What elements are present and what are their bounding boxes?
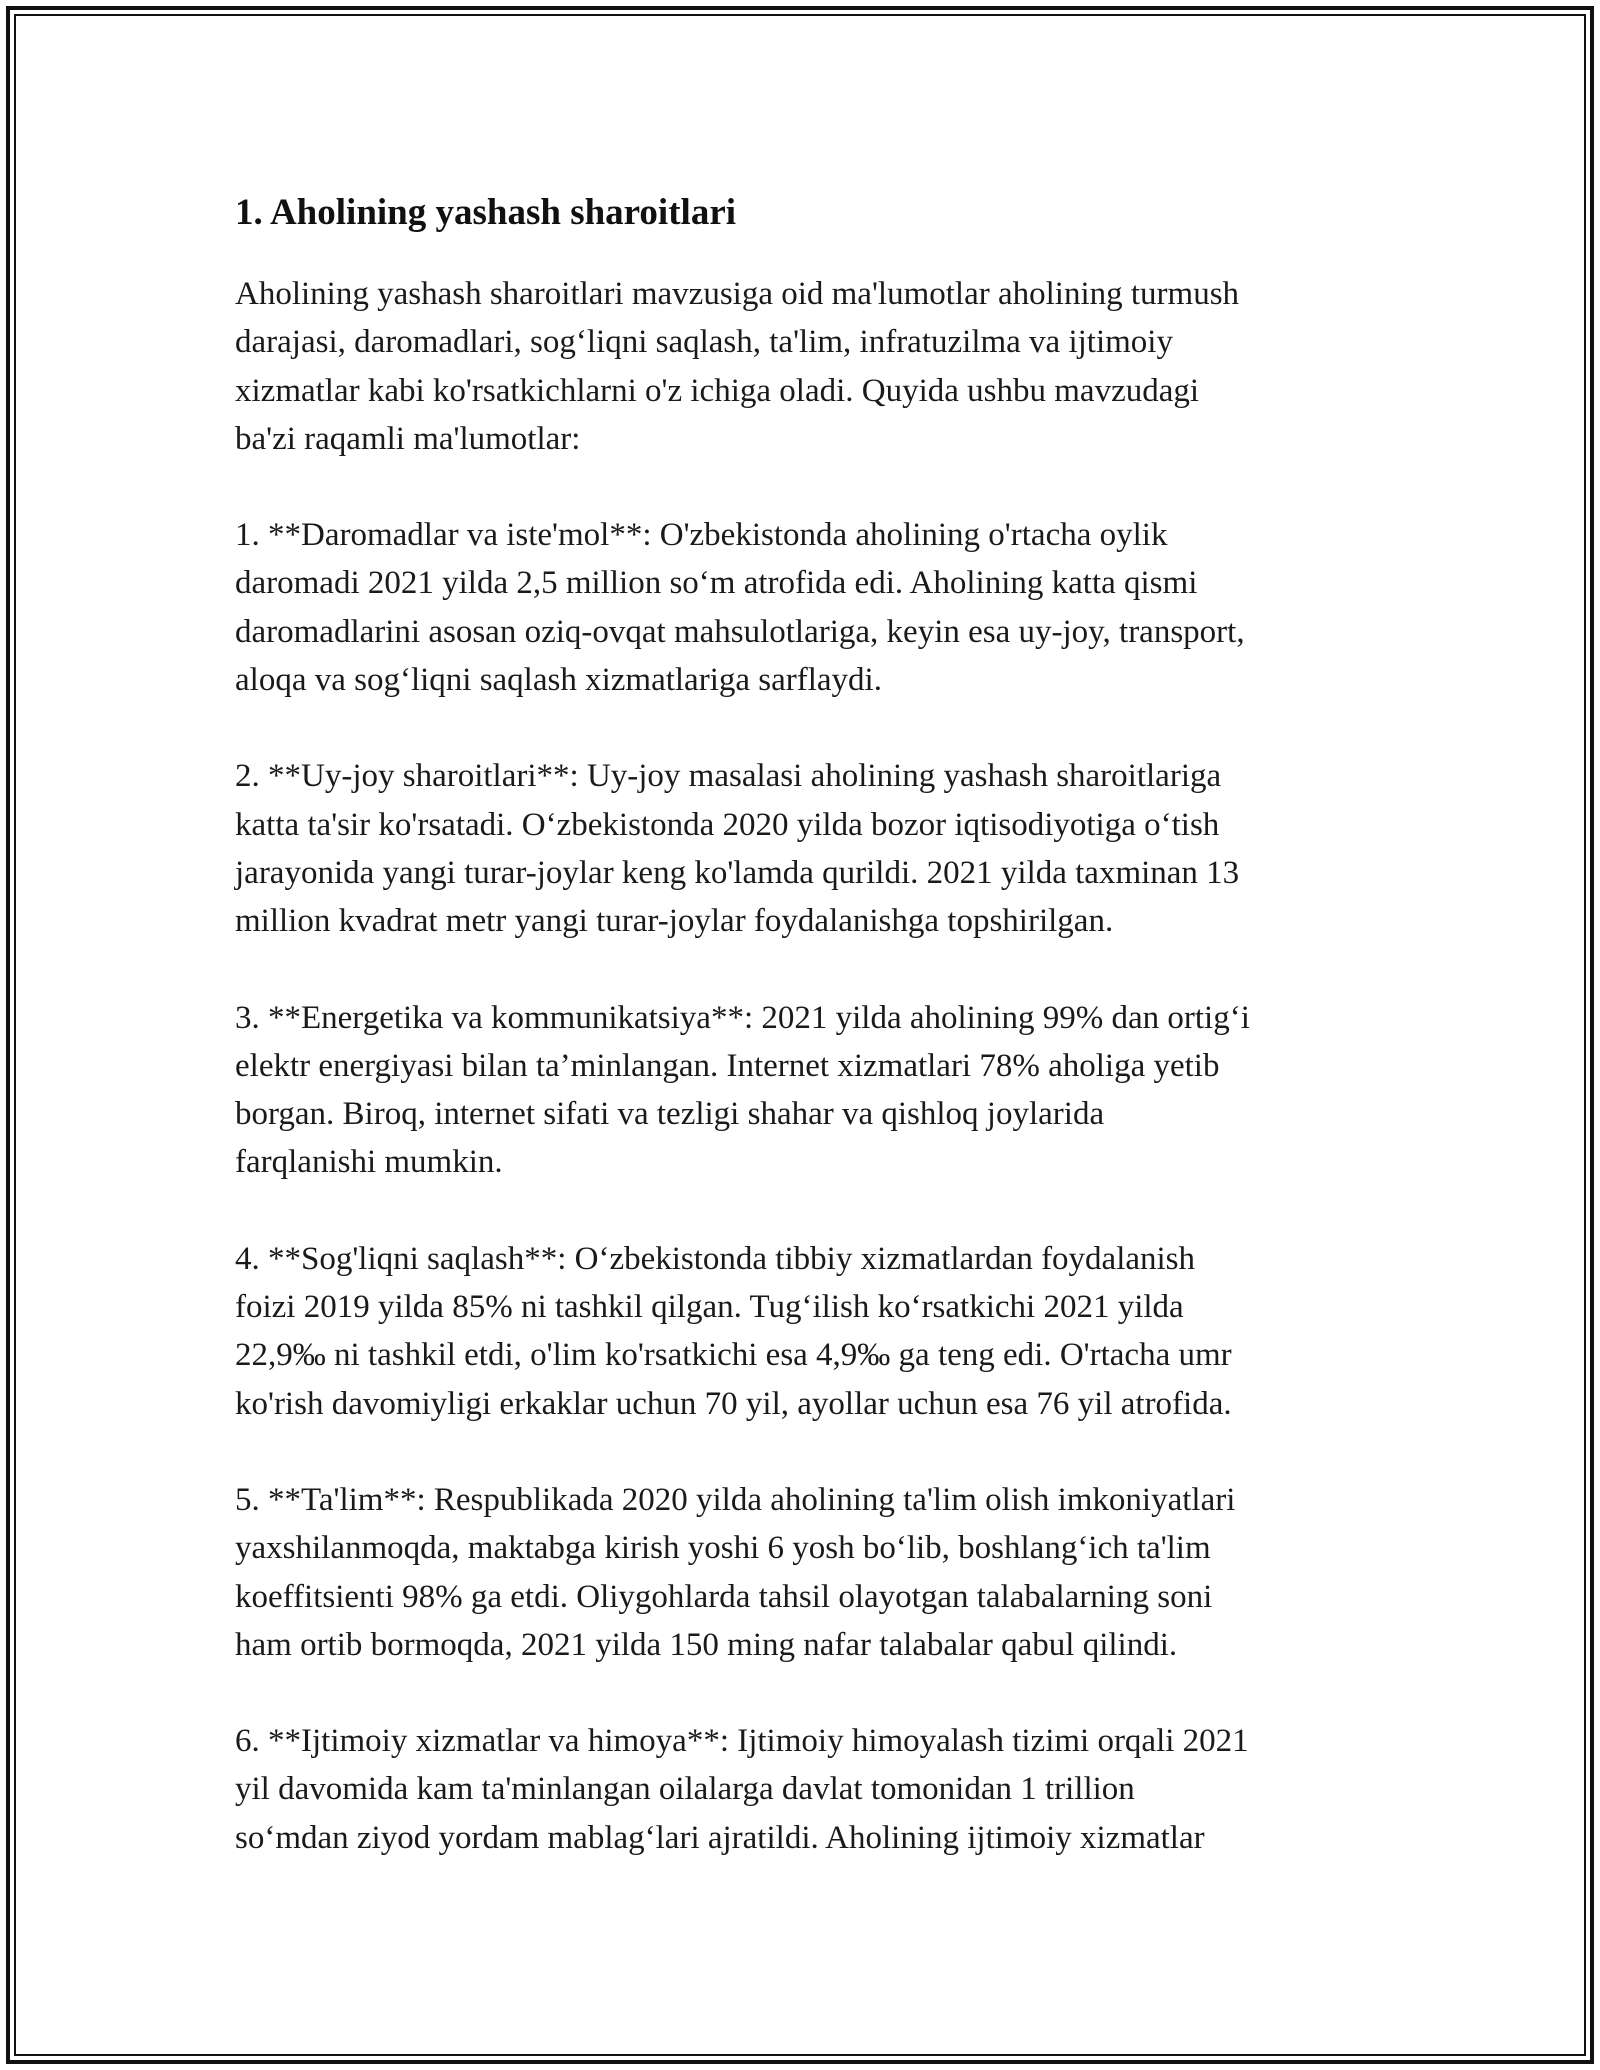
text-line: 3. **Energetika va kommunikatsiya**: 2021 yilda aholining 99% dan ortig‘i <box>235 999 1250 1036</box>
intro-paragraph <box>235 270 1375 463</box>
text-line: 4. **Sog'liqni saqlash**: O‘zbekistonda tibbiy xizmatlardan foydalanish <box>235 1240 1196 1277</box>
section-heading: 1. Aholining yashash sharoitlari <box>235 192 737 233</box>
text-line: koeffitsienti 98% ga etdi. Oliygohlarda tahsil olayotgan talabalarning soni <box>235 1578 1213 1615</box>
text-line: 6. **Ijtimoiy xizmatlar va himoya**: Ijtimoiy himoyalash tizimi orqali 2021 <box>235 1723 1249 1760</box>
text-line: katta ta'sir ko'rsatadi. O‘zbekistonda 2020 yilda bozor iqtisodiyotiga o‘tish <box>235 806 1220 843</box>
text-line: ba'zi raqamli ma'lumotlar: <box>235 420 581 457</box>
text-line: ham ortib bormoqda, 2021 yilda 150 ming nafar talabalar qabul qilindi. <box>235 1626 1178 1663</box>
text-line: darajasi, daromadlari, sog‘liqni saqlash, ta'lim, infratuzilma va ijtimoiy <box>235 324 1173 361</box>
text-line: yil davomida kam ta'minlangan oilalarga davlat tomonidan 1 trillion <box>235 1771 1135 1808</box>
text-line: aloqa va sog‘liqni saqlash xizmatlariga sarflaydi. <box>235 662 882 699</box>
text-line: ko'rish davomiyligi erkaklar uchun 70 yil, ayollar uchun esa 76 yil atrofida. <box>235 1385 1232 1422</box>
text-line: 22,9‰ ni tashkil etdi, o'lim ko'rsatkichi esa 4,9‰ ga teng edi. O'rtacha umr <box>235 1337 1232 1374</box>
text-line: Aholining yashash sharoitlari mavzusiga oid ma'lumotlar aholining turmush <box>235 276 1240 312</box>
text-line: yaxshilanmoqda, maktabga kirish yoshi 6 yosh bo‘lib, boshlang‘ich ta'lim <box>235 1530 1211 1567</box>
text-line: jarayonida yangi turar-joylar keng ko'lamda qurildi. 2021 yilda taxminan 13 <box>235 854 1240 891</box>
education-paragraph <box>235 1476 1375 1669</box>
text-line: daromadlarini asosan oziq-ovqat mahsulotlariga, keyin esa uy-joy, transport, <box>235 613 1245 650</box>
text-line: 2. **Uy-joy sharoitlari**: Uy-joy masalasi aholining yashash sharoitlariga <box>235 758 1222 795</box>
text-line: daromadi 2021 yilda 2,5 million so‘m atrofida edi. Aholining katta qismi <box>235 565 1198 602</box>
document-page <box>235 186 1375 1910</box>
health-paragraph <box>235 1235 1375 1428</box>
housing-paragraph <box>235 752 1375 945</box>
text-line: so‘mdan ziyod yordam mablag‘lari ajratildi. Aholining ijtimoiy xizmatlar <box>235 1819 1205 1856</box>
text-line: 5. **Ta'lim**: Respublikada 2020 yilda aholining ta'lim olish imkoniyatlari <box>235 1481 1236 1518</box>
text-line: xizmatlar kabi ko'rsatkichlarni o'z ichiga oladi. Quyida ushbu mavzudagi <box>235 372 1200 409</box>
text-line: million kvadrat metr yangi turar-joylar foydalanishga topshirilgan. <box>235 903 1114 940</box>
text-line: farqlanishi mumkin. <box>235 1144 503 1181</box>
text-line: borgan. Biroq, internet sifati va tezligi shahar va qishloq joylarida <box>235 1096 1105 1133</box>
text-line: elektr energiyasi bilan ta’minlangan. Internet xizmatlari 78% aholiga yetib <box>235 1047 1220 1084</box>
income-paragraph <box>235 511 1375 704</box>
text-line: foizi 2019 yilda 85% ni tashkil qilgan. Tug‘ilish ko‘rsatkichi 2021 yilda <box>235 1289 1184 1326</box>
text-line: 1. **Daromadlar va iste'mol**: O'zbekistonda aholining o'rtacha oylik <box>235 517 1168 554</box>
energy-paragraph <box>235 994 1375 1187</box>
social-protection-paragraph <box>235 1717 1375 1862</box>
